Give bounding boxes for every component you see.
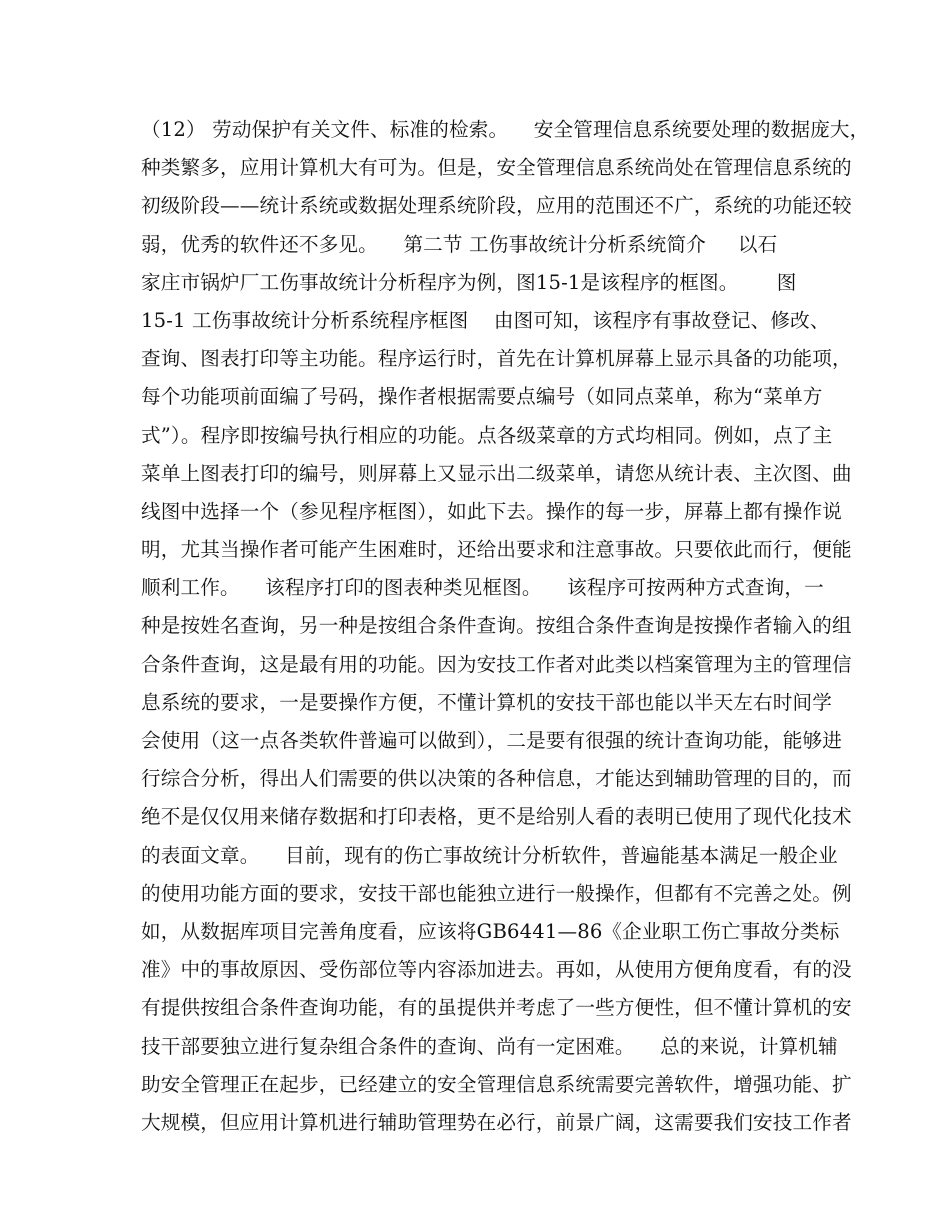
text-line: 式”）。程序即按编号执行相应的功能。点各级菜章的方式均相同。例如，点了主 xyxy=(141,423,833,447)
text-line: 查询、图表打印等主功能。程序运行时，首先在计算机屏幕上显示具备的功能项， xyxy=(141,347,852,371)
text-line: 每个功能项前面编了号码，操作者根据需要点编号（如同点菜单，称为“菜单方 xyxy=(141,385,823,409)
text-line: 初级阶段——统计系统或数据处理系统阶段，应用的范围还不广，系统的功能还较 xyxy=(141,194,852,218)
text-line: 会使用（这一点各类软件普遍可以做到），二是要有很强的统计查询功能，能够进 xyxy=(141,729,842,752)
text-line: 顺利工作。 该程序打印的图表种类见框图。 该程序可按两种方式查询，一 xyxy=(141,576,824,600)
text-line: 行综合分析，得出人们需要的供以决策的各种信息，才能达到辅助管理的目的，而 xyxy=(141,767,852,791)
text-line: 准》中的事故原因、受伤部位等内容添加进去。再如，从使用方便角度看，有的没 xyxy=(141,958,852,982)
text-line: 有提供按组合条件查询功能，有的虽提供并考虑了一些方便性，但不懂计算机的安 xyxy=(141,996,852,1020)
text-line: 息系统的要求，一是要操作方便，不懂计算机的安技干部也能以半天左右时间学 xyxy=(141,690,833,714)
text-line: 的使用功能方面的要求，安技干部也能独立进行一般操作，但都有不完善之处。例 xyxy=(141,881,852,905)
text-line: 绝不是仅仅用来储存数据和打印表格，更不是给别人看的表明已使用了现代化技术 xyxy=(141,805,852,829)
text-line: 菜单上图表打印的编号，则屏幕上又显示出二级菜单，请您从统计表、主次图、曲 xyxy=(141,461,852,485)
text-line: 合条件查询，这是最有用的功能。因为安技工作者对此类以档案管理为主的管理信 xyxy=(141,652,852,676)
text-line: 线图中选择一个（参见程序框图），如此下去。操作的每一步，屏幕上都有操作说 xyxy=(141,499,842,523)
text-line: 助安全管理正在起步，已经建立的安全管理信息系统需要完善软件，增强功能、扩 xyxy=(141,1072,852,1096)
text-line: 大规模，但应用计算机进行辅助管理势在必行，前景广阔，这需要我们安技工作者 xyxy=(141,1110,852,1134)
text-line: 的表面文章。 目前，现有的伤亡事故统计分析软件，普遍能基本满足一般企业 xyxy=(141,843,838,867)
body-text xyxy=(141,111,870,1142)
text-line: 弱，优秀的软件还不多见。 第二节 工伤事故统计分析系统简介 以石 xyxy=(141,232,778,256)
text-line: （12） 劳动保护有关文件、标准的检索。 安全管理信息系统要处理的数据庞大， xyxy=(141,118,870,141)
text-line: 种类繁多，应用计算机大有可为。但是，安全管理信息系统尚处在管理信息系统的 xyxy=(141,156,852,180)
text-line: 种是按姓名查询，另一种是按组合条件查询。按组合条件查询是按操作者输入的组 xyxy=(141,614,852,638)
text-line: 15-1 工伤事故统计分析系统程序框图 由图可知，该程序有事故登记、修改、 xyxy=(141,308,830,332)
text-line: 家庄市锅炉厂工伤事故统计分析程序为例，图15-1是该程序的框图。 图 xyxy=(141,270,797,294)
text-line: 明，尤其当操作者可能产生困难时，还给出要求和注意事故。只要依此而行，便能 xyxy=(141,538,852,562)
text-line: 技干部要独立进行复杂组合条件的查询、尚有一定困难。 总的来说，计算机辅 xyxy=(141,1034,838,1058)
text-line: 如，从数据库项目完善角度看，应该将GB6441—86《企业职工伤亡事故分类标 xyxy=(141,919,840,943)
